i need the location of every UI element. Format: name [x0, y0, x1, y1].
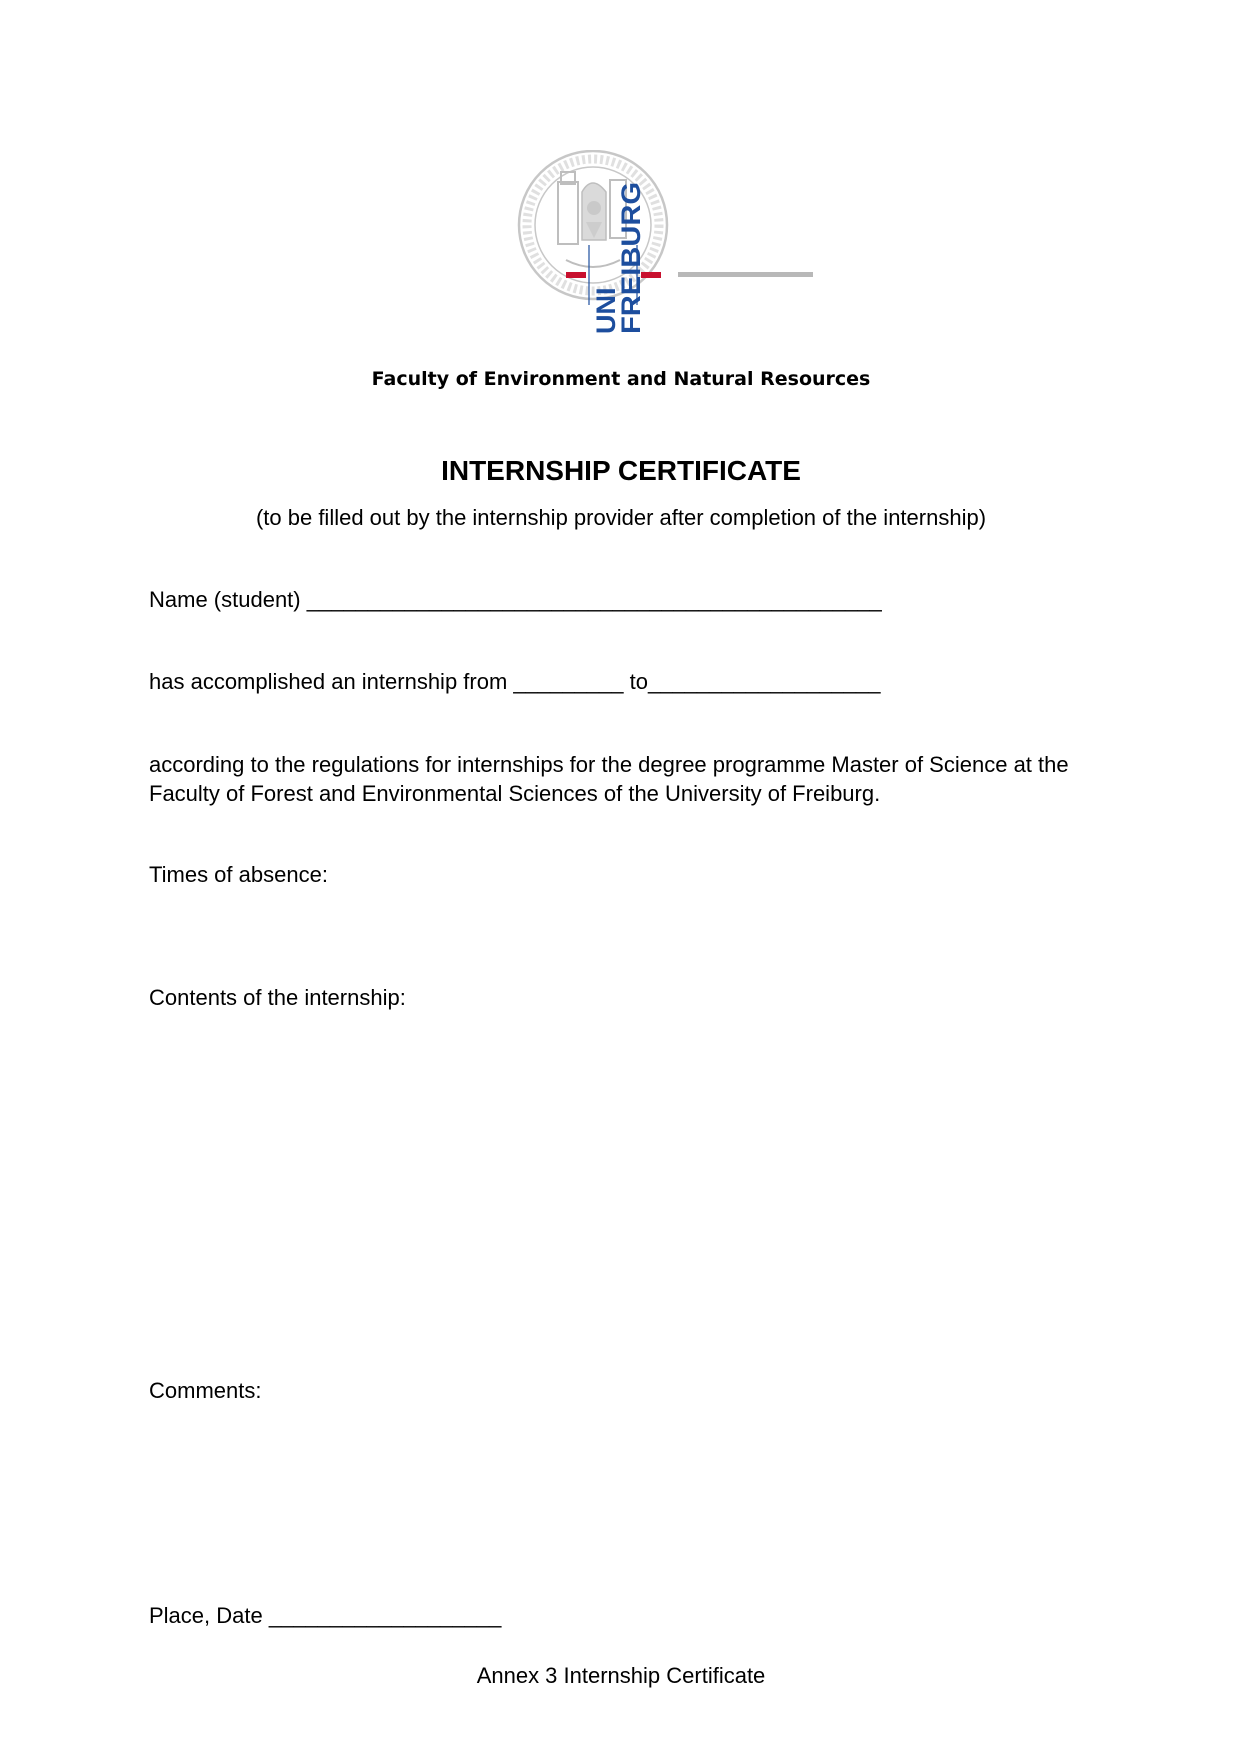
logo-rule — [678, 272, 813, 277]
absence-label: Times of absence: — [149, 862, 328, 887]
comments-label: Comments: — [149, 1378, 262, 1403]
university-logo — [516, 150, 816, 340]
place-date-field[interactable]: Place, Date ___________________ — [149, 1603, 502, 1628]
faculty-name: Faculty of Environment and Natural Resources — [371, 368, 871, 390]
logo-wordmark-freiburg: FREIBURG — [616, 193, 646, 334]
accent-bar-left — [566, 272, 586, 278]
regulations-text: according to the regulations for internships for the degree programme Master of Science at the Faculty of Forest and Environmental Sciences of the University of Freiburg. — [149, 752, 1069, 806]
student-name-field[interactable]: Name (student) _______________________________________________ — [149, 587, 882, 612]
logo-wordmark-uni: UNI — [591, 287, 621, 334]
contents-label: Contents of the internship: — [149, 985, 406, 1010]
page-subtitle: (to be filled out by the internship provider after completion of the internship) — [255, 505, 987, 530]
footer-annex: Annex 3 Internship Certificate — [476, 1663, 766, 1688]
page-title: INTERNSHIP CERTIFICATE — [441, 455, 801, 486]
internship-period-field[interactable]: has accomplished an internship from _________ to___________________ — [149, 669, 881, 694]
